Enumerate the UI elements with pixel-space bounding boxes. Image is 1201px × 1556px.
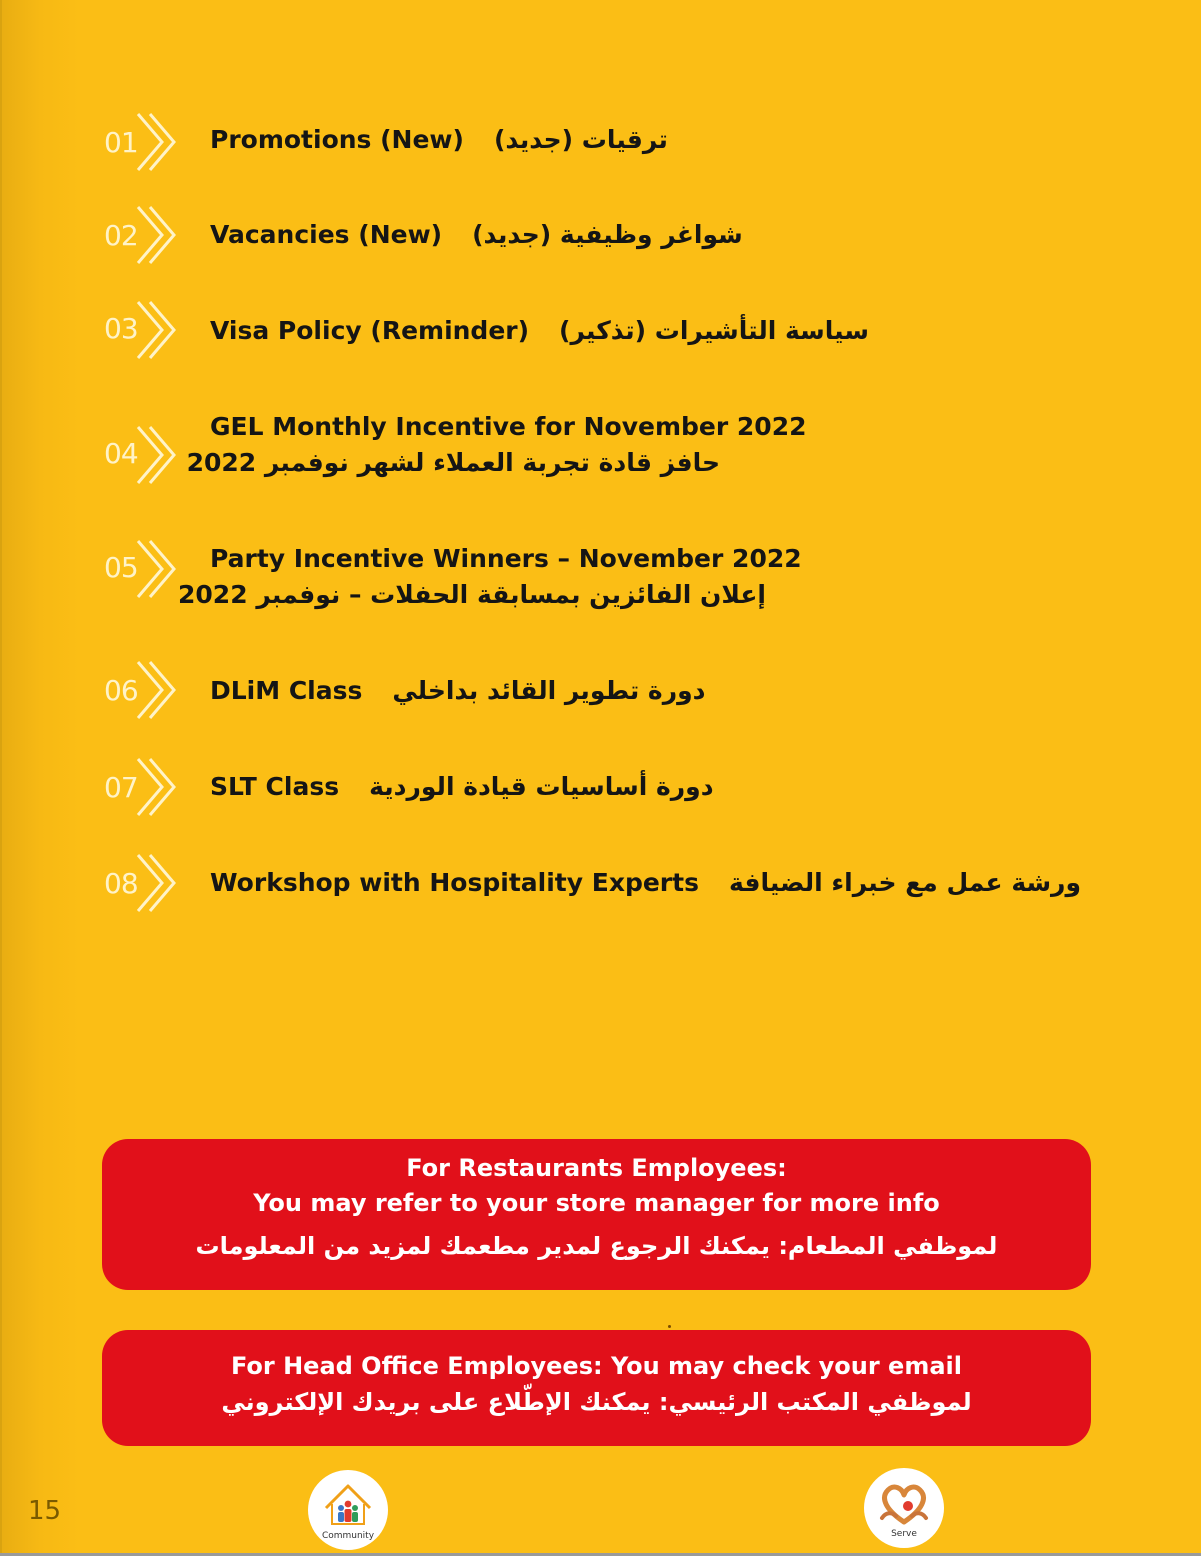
toc-item-slt-class[interactable] <box>100 755 1160 825</box>
item-title <box>210 865 1081 901</box>
toc-item-hospitality-workshop[interactable] <box>100 851 1160 921</box>
toc-item-dlim-class[interactable] <box>100 658 1160 728</box>
item-title-ar: شواغر وظيفية (جديد) <box>472 220 743 249</box>
office-box-text-ar: لموظفي المكتب الرئيسي: يمكنك الإطّلاع على بريدك الإلكتروني <box>221 1388 972 1416</box>
item-number: 07 <box>104 771 138 804</box>
double-chevron-icon <box>134 110 178 174</box>
item-title-en: Visa Policy (Reminder) <box>210 316 530 345</box>
serve-badge <box>864 1468 944 1548</box>
community-badge-label: Community <box>321 1531 375 1541</box>
restaurant-employees-box <box>102 1139 1091 1290</box>
item-number: 05 <box>104 551 138 584</box>
toc-item-vacancies[interactable] <box>100 203 1160 273</box>
double-chevron-icon <box>134 658 178 722</box>
toc-item-party-incentive[interactable] <box>100 537 1160 627</box>
item-title-en: DLiM Class <box>210 676 363 705</box>
double-chevron-icon <box>134 298 178 362</box>
item-title-en: Workshop with Hospitality Experts <box>210 868 699 897</box>
item-number: 06 <box>104 674 138 707</box>
item-title <box>210 673 705 709</box>
item-title <box>210 769 714 805</box>
item-title-ar: سياسة التأشيرات (تذكير) <box>559 316 869 345</box>
double-chevron-icon <box>134 203 178 267</box>
item-title-en: Party Incentive Winners – November 2022 <box>210 544 802 573</box>
community-badge <box>308 1470 388 1550</box>
decorative-dot <box>668 1325 671 1328</box>
double-chevron-icon <box>134 755 178 819</box>
serve-badge-label: Serve <box>891 1529 917 1539</box>
restaurant-box-text-ar: لموظفي المطعام: يمكنك الرجوع لمدير مطعمك لمزيد من المعلومات <box>195 1232 998 1260</box>
restaurant-box-heading: For Restaurants Employees: <box>406 1154 787 1182</box>
item-title <box>210 217 743 253</box>
double-chevron-icon <box>134 423 178 487</box>
item-title-en: Vacancies (New) <box>210 220 443 249</box>
page-edge <box>0 0 2 1556</box>
item-title-en: SLT Class <box>210 772 340 801</box>
item-title-ar: إعلان الفائزين بمسابقة الحفلات – نوفمبر 2022 <box>178 580 766 609</box>
item-title <box>210 122 668 158</box>
item-number: 02 <box>104 219 138 252</box>
item-title-en: Promotions (New) <box>210 125 464 154</box>
restaurant-box-text-en: You may refer to your store manager for more info <box>253 1189 940 1217</box>
toc-item-visa-policy[interactable] <box>100 298 1160 368</box>
double-chevron-icon <box>134 851 178 915</box>
item-title-en: GEL Monthly Incentive for November 2022 <box>210 412 807 441</box>
toc-item-promotions[interactable] <box>100 108 1160 178</box>
item-number: 01 <box>104 126 138 159</box>
item-title-ar: دورة أساسيات قيادة الوردية <box>369 772 714 801</box>
item-title <box>210 313 869 349</box>
item-number: 08 <box>104 867 138 900</box>
double-chevron-icon <box>134 537 178 601</box>
office-box-text-en: For Head Office Employees: You may check your email <box>230 1352 962 1380</box>
item-title-ar: دورة تطوير القائد بداخلي <box>392 676 706 705</box>
item-number: 03 <box>104 312 138 345</box>
page-number: 15 <box>28 1496 62 1526</box>
item-title-ar: ترقيات (جديد) <box>493 125 668 154</box>
toc-item-gel-incentive[interactable] <box>100 405 1160 495</box>
item-number: 04 <box>104 437 138 470</box>
item-title-ar: ورشة عمل مع خبراء الضيافة <box>728 868 1081 897</box>
item-title-ar: حافز قادة تجربة العملاء لشهر نوفمبر 2022 <box>186 448 720 477</box>
head-office-employees-box <box>102 1330 1091 1446</box>
